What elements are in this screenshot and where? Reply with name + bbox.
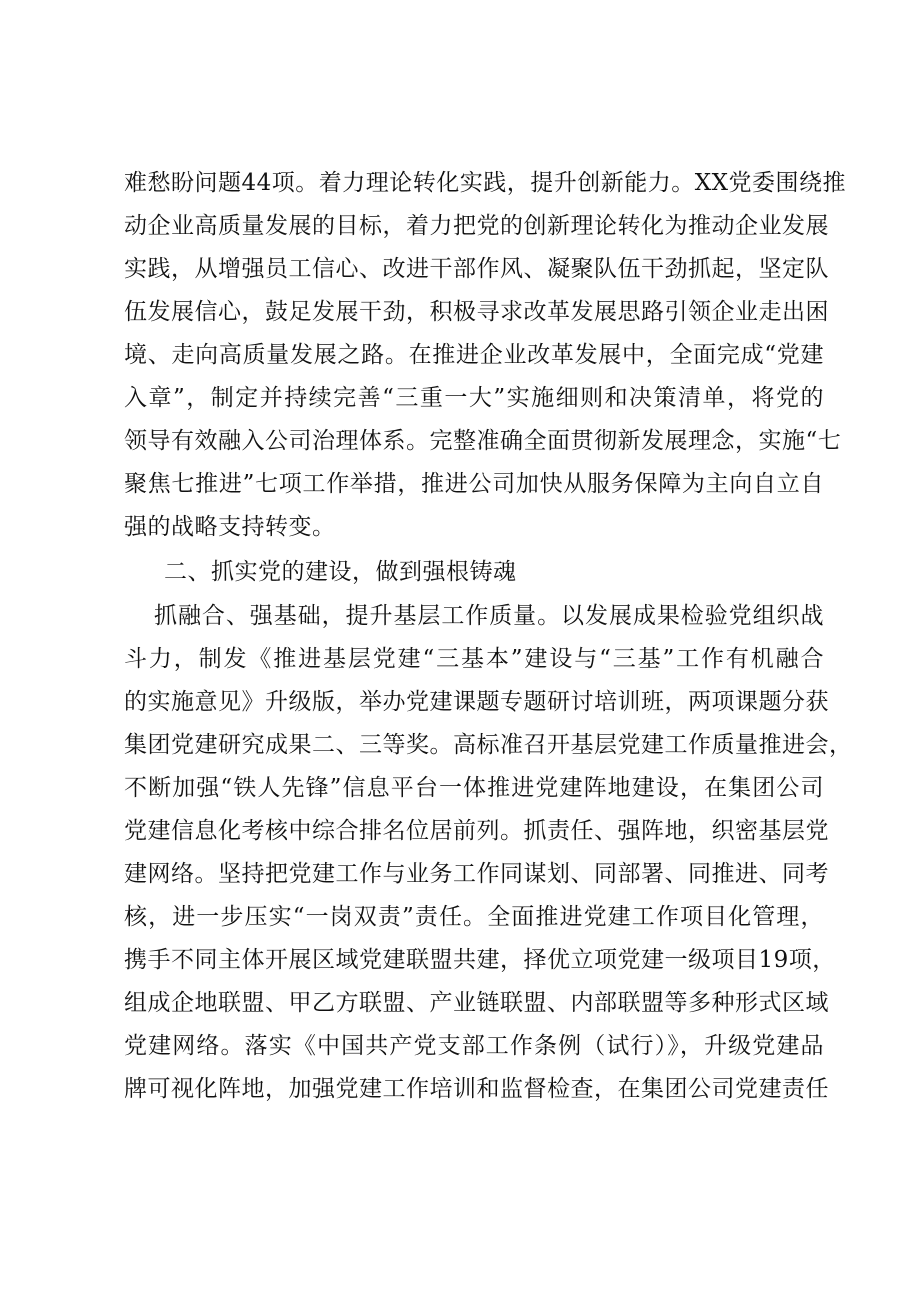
paragraph-line: 组成企地联盟、甲乙方联盟、产业链联盟、内部联盟等多种形式区域	[124, 990, 829, 1016]
paragraph-line: 党建信息化考核中综合排名位居前列。抓责任、强阵地，织密基层党	[124, 818, 829, 844]
paragraph-line: 动企业高质量发展的目标，着力把党的创新理论转化为推动企业发展	[124, 213, 829, 239]
paragraph-line: 建网络。坚持把党建工作与业务工作同谋划、同部署、同推进、同考	[124, 861, 829, 887]
paragraph-line: 集团党建研究成果二、三等奖。高标准召开基层党建工作质量推进会，	[124, 732, 853, 758]
paragraph-line: 党建网络。落实《中国共产党支部工作条例（试行）》，升级党建品	[124, 1033, 824, 1059]
paragraph-line: 境、走向高质量发展之路。在推进企业改革发展中，全面完成“党建	[124, 342, 824, 368]
paragraph-line: 领导有效融入公司治理体系。完整准确全面贯彻新发展理念，实施“七	[124, 428, 842, 454]
paragraph-line: 难愁盼问题44项。着力理论转化实践，提升创新能力。XX党委围绕推	[124, 170, 847, 196]
paragraph-line: 核，进一步压实“一岗双责”责任。全面推进党建工作项目化管理，	[124, 904, 824, 930]
paragraph-line: 抓融合、强基础，提升基层工作质量。以发展成果检验党组织战	[154, 603, 824, 629]
paragraph-line: 聚焦七推进”七项工作举措，推进公司加快从服务保障为主向自立自	[124, 471, 824, 497]
paragraph-line: 伍发展信心，鼓足发展干劲，积极寻求改革发展思路引领企业走出困	[124, 299, 829, 325]
paragraph-line: 入章”，制定并持续完善“三重一大”实施细则和决策清单，将党的	[124, 385, 824, 411]
paragraph-line: 强的战略支持转变。	[124, 514, 336, 540]
paragraph-line: 斗力，制发《推进基层党建“三基本”建设与“三基”工作有机融合	[124, 646, 824, 672]
section-heading: 二、抓实党的建设，做到强根铸魂	[164, 559, 517, 585]
paragraph-line: 的实施意见》升级版，举办党建课题专题研讨培训班，两项课题分获	[124, 689, 829, 715]
paragraph-line: 实践，从增强员工信心、改进干部作风、凝聚队伍干劲抓起，坚定队	[124, 256, 829, 282]
paragraph-line: 携手不同主体开展区域党建联盟共建，择优立项党建一级项目19项，	[124, 947, 836, 973]
paragraph-line: 不断加强“铁人先锋”信息平台一体推进党建阵地建设，在集团公司	[124, 775, 824, 801]
paragraph-line: 牌可视化阵地，加强党建工作培训和监督检查，在集团公司党建责任	[124, 1076, 829, 1102]
